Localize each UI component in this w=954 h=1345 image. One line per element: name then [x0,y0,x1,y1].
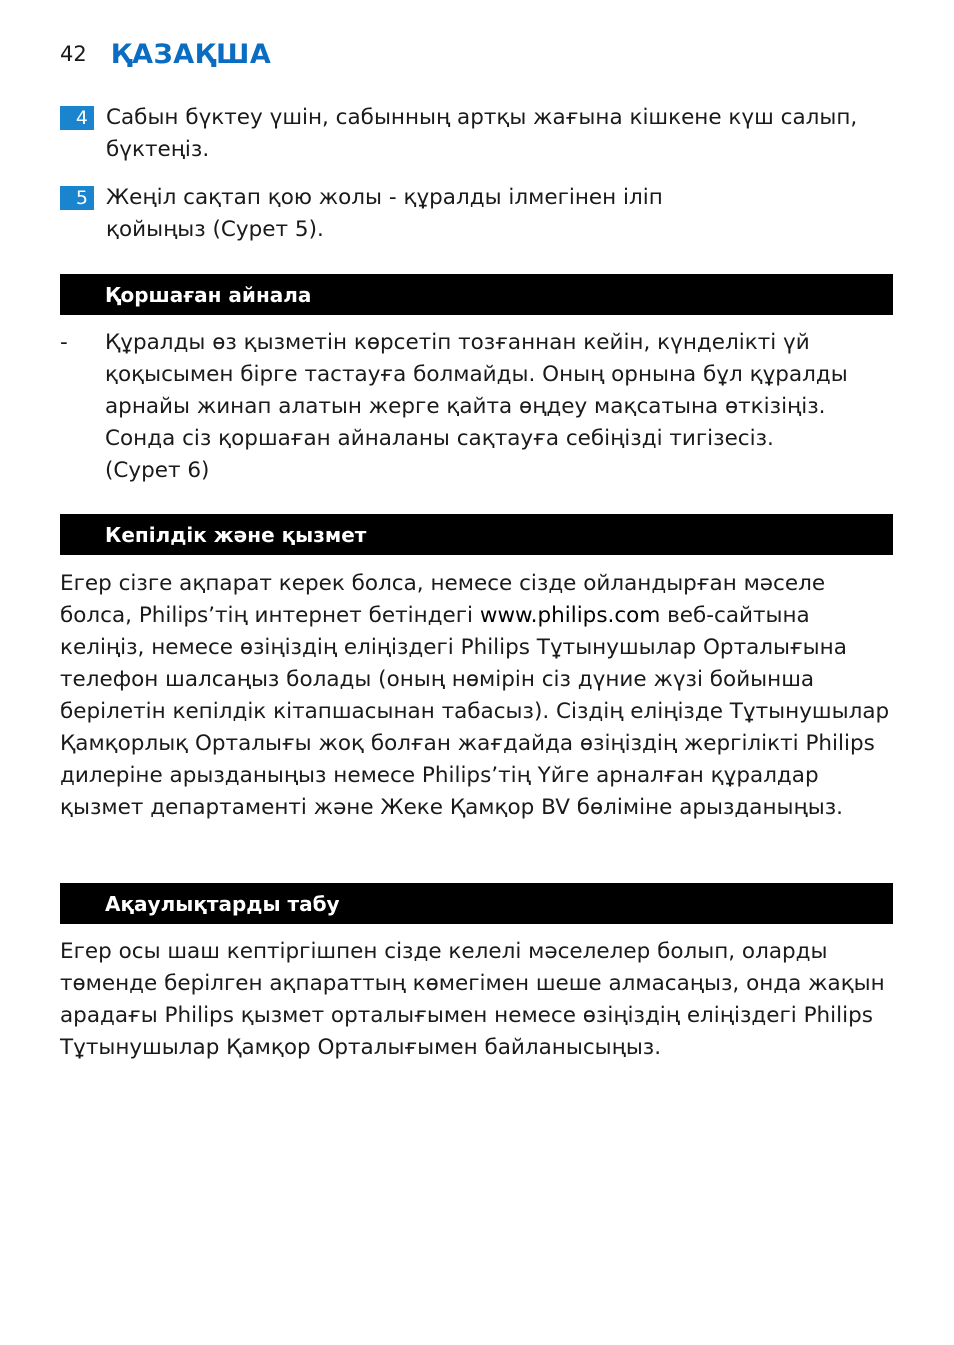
bullet-text [105,327,865,487]
figure-reference: (Сурет 6) [105,458,210,483]
section-heading-text: Қоршаған айнала [105,282,312,307]
section-heading-troubleshooting [60,883,893,924]
bullet-body: Құралды өз қызметін көрсетіп тозғаннан кейін, күнделікті үй қоқысымен бірге тастауға болмайды. Оның орнына бұл құралды арнайы жинап алатын жерге қайта өңдеу мақсатына өткізіңіз. Сонда сіз қоршаған айналаны сақтауға себіңізді тигізесіз. [105,330,848,451]
section-heading-warranty [60,514,893,555]
page-number: 42 [60,42,87,66]
step-text: Сабын бүктеу үшін, сабынның артқы жағына кішкене күш салып, бүктеңіз. [106,105,858,162]
troubleshooting-paragraph: Егер осы шаш кептіргішпен сізде келелі мәселелер болып, оларды төменде берілген ақпараттың көмегімен шеше алмасаңыз, онда жақын арадағы Philips қызмет орталығымен немесе өзіңіздің еліңіздегі Philips Тұтынушылар Қамқор Орталығымен байланысыңыз. [60,939,885,1060]
step-5 [60,182,894,246]
section-heading-text: Кепілдік және қызмет [105,522,367,547]
section-heading-text: Ақаулықтарды табу [105,891,340,916]
environment-bullet [60,327,894,487]
philips-website-link[interactable]: www.philips.com [479,603,661,628]
step-number-badge: 5 [60,186,94,210]
step-number-badge: 4 [60,106,94,130]
step-4 [60,102,894,166]
section-heading-environment [60,274,893,315]
warranty-paragraph [60,568,896,824]
page-header [60,34,271,74]
warranty-text-after: веб-сайтына келіңіз, немесе өзіңіздің еліңіздегі Philips Тұтынушылар Орталығына телефон шалсаңыз болады (оның нөмірін сіз дүние жүзі бойынша берілетін кепілдік кітапшасынан табасыз). Сіздің еліңізде Тұтынушылар Қамқорлық Орталығы жоқ болған жағдайда өзіңіздің жергілікті Philips дилеріне арызданыңыз немесе Philips’тің Үйге арналған құралдар қызмет департаменті және Жеке Қамқор BV бөліміне арызданыңыз. [60,603,890,820]
language-title: ҚАЗАҚША [110,38,272,70]
warranty-text-before: Егер сізге ақпарат керек болса, немесе сізде ойландырған мәселе болса, Philips’тің интернет бетіндегі [60,571,826,628]
step-text: Жеңіл сақтап қою жолы - құралды ілмегінен іліп қойыңыз (Сурет 5). [106,185,663,242]
bullet-dash: - [60,330,68,355]
